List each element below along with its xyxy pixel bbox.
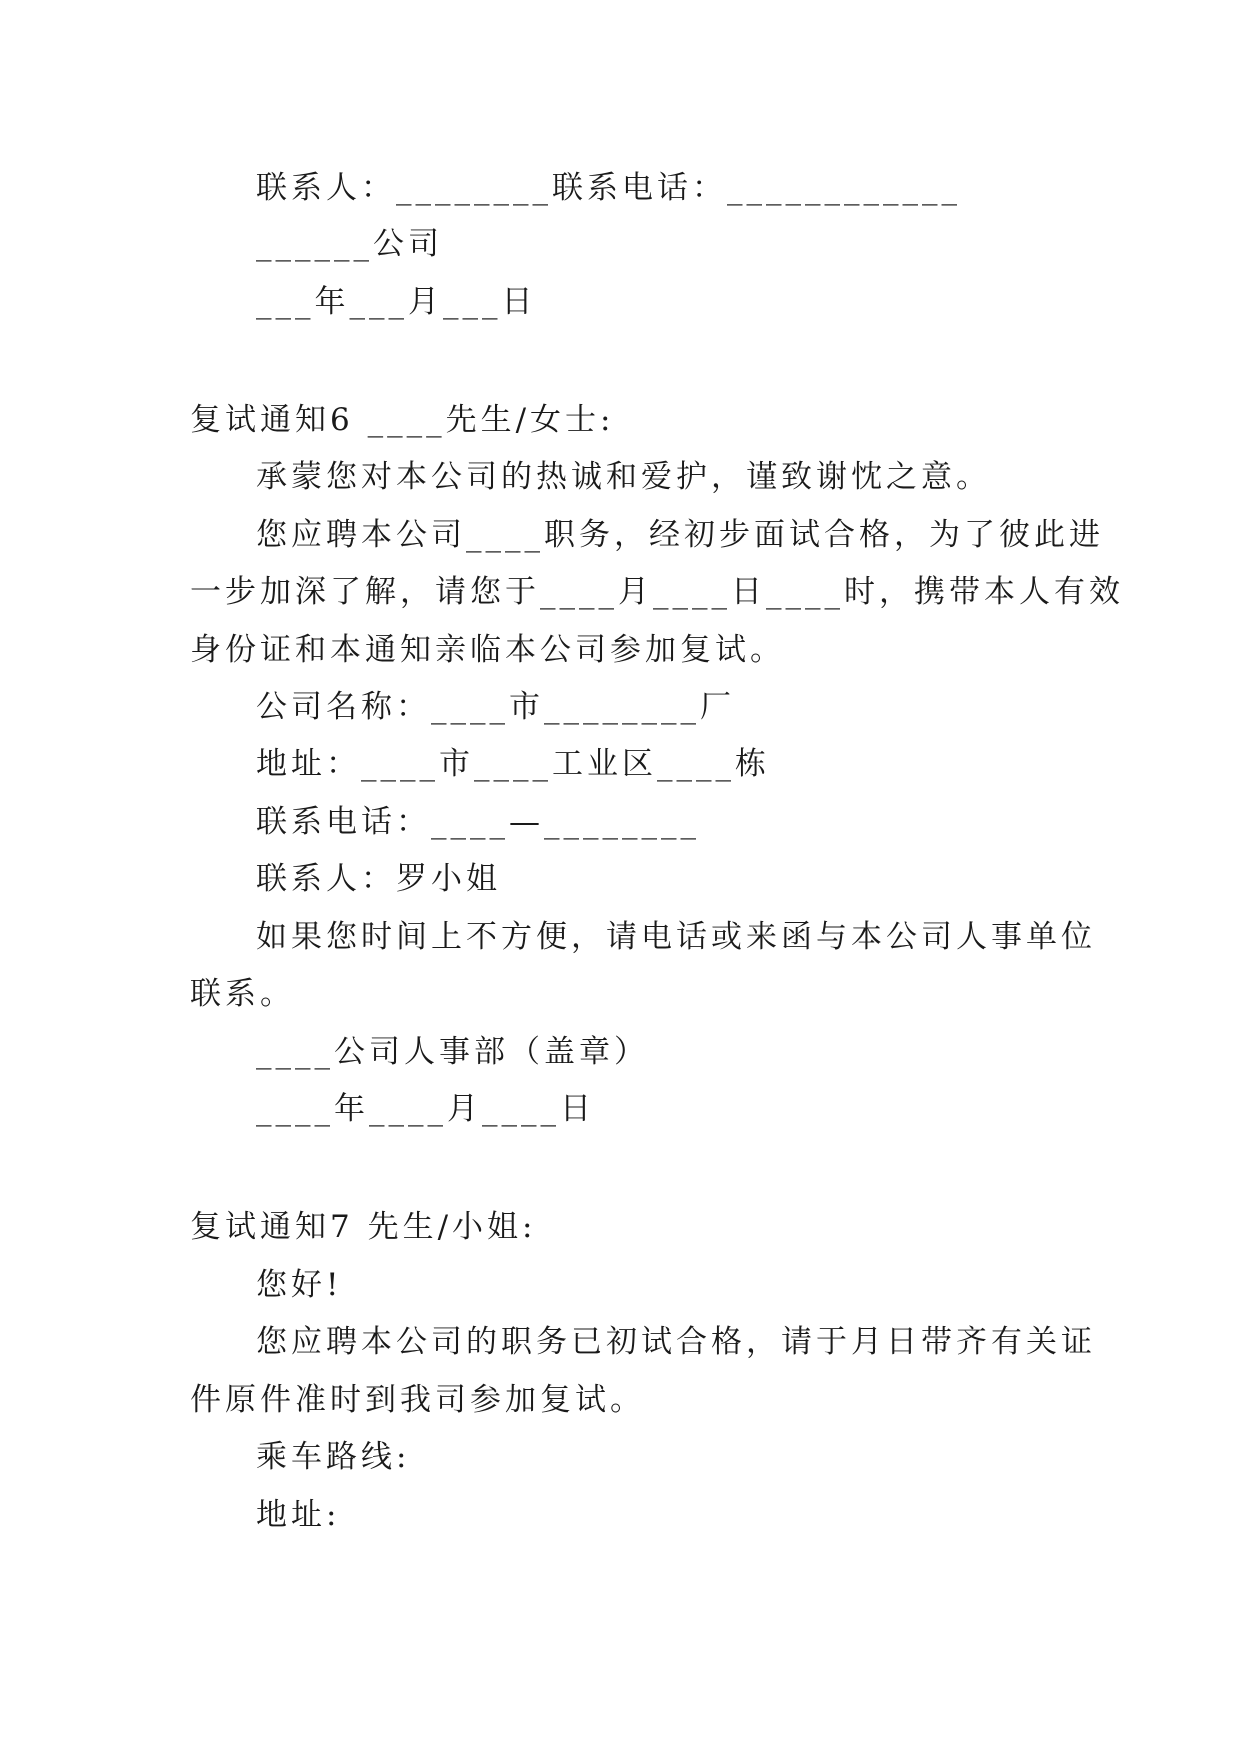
notice7-greeting: 您好! — [256, 1267, 343, 1303]
notice6-heading: 复试通知6 ____先生/女士: — [190, 402, 615, 438]
notice6-thanks: 承蒙您对本公司的热诚和爱护，谨致谢忱之意。 — [256, 459, 991, 495]
notice6-contact: 联系人：罗小姐 — [256, 861, 501, 897]
notice6-body-line-1: 您应聘本公司____职务，经初步面试合格，为了彼此进 — [256, 517, 1104, 553]
notice7-heading: 复试通知7 先生/小姐: — [190, 1209, 537, 1245]
notice6-date: ____年____月____日 — [256, 1091, 595, 1127]
notice7-body-line-1: 您应聘本公司的职务已初试合格，请于月日带齐有关证 — [256, 1324, 1096, 1360]
notice6-phone: 联系电话：____—________ — [256, 804, 700, 840]
notice6-signature: ____公司人事部（盖章） — [256, 1034, 649, 1070]
notice7-body-line-2: 件原件准时到我司参加复试。 — [190, 1382, 645, 1418]
notice6-body-line-3: 身份证和本通知亲临本公司参加复试。 — [190, 632, 785, 668]
notice6-inconvenient-line-2: 联系。 — [190, 976, 295, 1012]
notice7-route: 乘车路线: — [256, 1439, 411, 1475]
notice6-body-line-2: 一步加深了解，请您于____月____日____时，携带本人有效 — [190, 574, 1124, 610]
notice7-address: 地址: — [256, 1497, 341, 1533]
notice6-company-name: 公司名称：____市________厂 — [256, 689, 735, 725]
company-line: ______公司 — [256, 226, 443, 262]
notice6-address: 地址：____市____工业区____栋 — [256, 746, 770, 782]
notice6-inconvenient-line-1: 如果您时间上不方便，请电话或来函与本公司人事单位 — [256, 919, 1096, 955]
contact-line: 联系人：________联系电话：____________ — [256, 170, 961, 206]
date-line: ___年___月___日 — [256, 284, 537, 320]
